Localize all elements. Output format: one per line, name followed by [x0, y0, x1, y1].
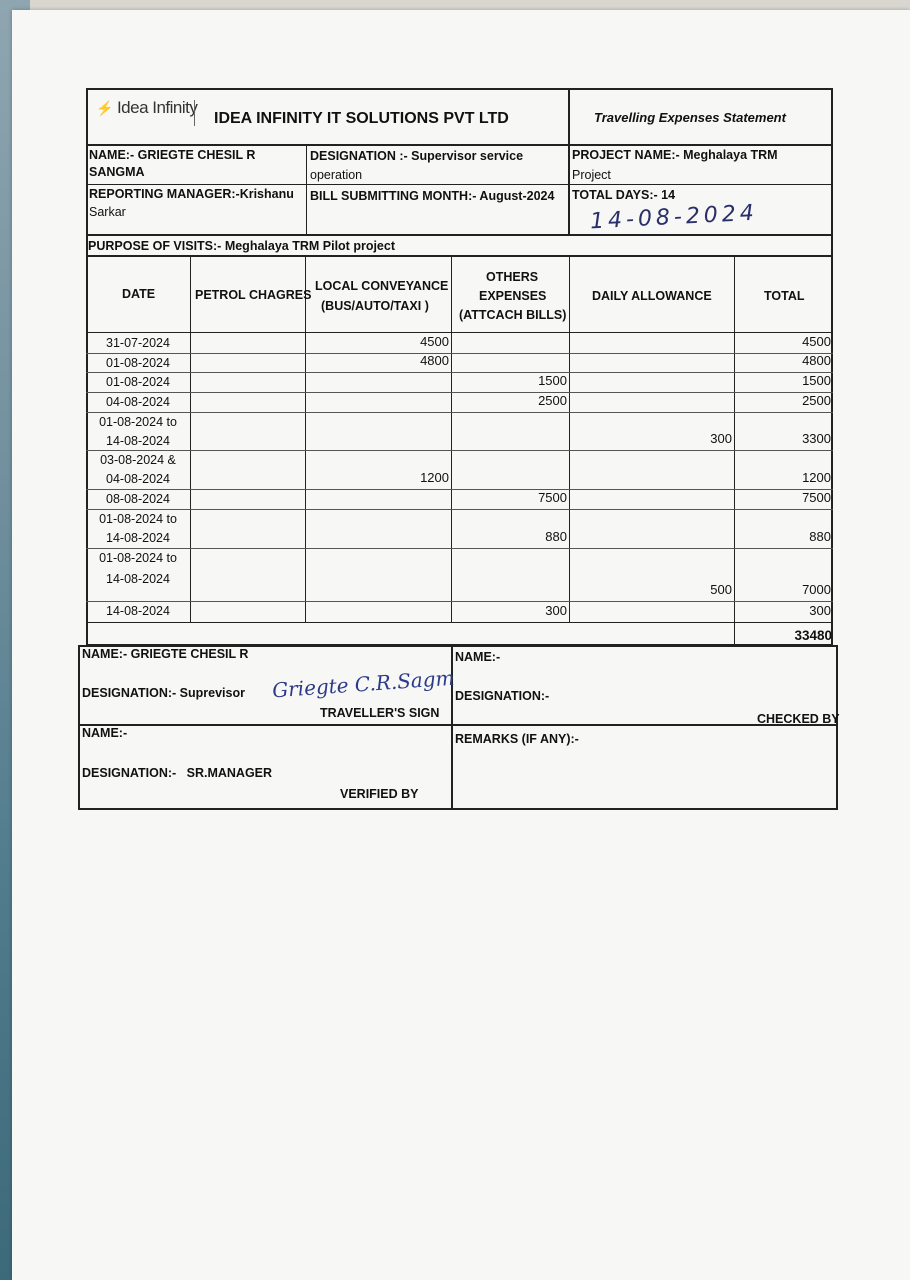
- traveller-name: NAME:- GRIEGTE CHESIL R: [82, 647, 249, 661]
- row-others: 880: [545, 529, 567, 544]
- project-name: PROJECT NAME:- Meghalaya TRM: [572, 148, 778, 162]
- row-date: 01-08-2024 to: [99, 415, 177, 429]
- row-divider: [86, 548, 833, 549]
- footer-box: [78, 645, 838, 810]
- row-others: 2500: [538, 393, 567, 408]
- col-total: TOTAL: [764, 289, 805, 303]
- verifier-designation: DESIGNATION:- SR.MANAGER: [82, 766, 273, 780]
- row-divider: [86, 353, 833, 354]
- company-logo: ⚡ Idea Infinity: [96, 98, 198, 117]
- row-daily: 300: [710, 431, 732, 446]
- company-name: IDEA INFINITY IT SOLUTIONS PVT LTD: [214, 110, 509, 127]
- handwritten-date: 14-08-2024: [589, 200, 759, 235]
- verifier-name: NAME:-: [82, 726, 128, 740]
- row-date: 01-08-2024: [106, 375, 170, 389]
- reporting-manager: REPORTING MANAGER:-Krishanu: [89, 187, 294, 201]
- checker-designation: DESIGNATION:-: [455, 689, 550, 703]
- row-total: 4800: [802, 353, 831, 368]
- row-date: 01-08-2024 to: [99, 512, 177, 526]
- row-total: 1500: [802, 373, 831, 388]
- col-others: OTHERS: [486, 270, 539, 284]
- doc-title: Travelling Expenses Statement: [594, 110, 786, 125]
- row-total: 7500: [802, 490, 831, 505]
- checker-name: NAME:-: [455, 650, 501, 664]
- row-date: 01-08-2024 to: [99, 551, 177, 565]
- row-date: 03-08-2024 &: [100, 453, 176, 467]
- col-others-sub: EXPENSES: [479, 289, 547, 303]
- row-total: 7000: [802, 582, 831, 597]
- row-local: 4500: [420, 334, 449, 349]
- traveller-sign-label: TRAVELLER'S SIGN: [320, 706, 440, 720]
- row-total: 3300: [802, 431, 831, 446]
- row-divider: [86, 412, 833, 413]
- col-petrol: PETROL CHAGRES: [195, 288, 312, 302]
- purpose-of-visit: PURPOSE OF VISITS:- Meghalaya TRM Pilot project: [88, 239, 395, 253]
- designation-cont: operation: [310, 168, 363, 182]
- row-date: 14-08-2024: [106, 604, 170, 618]
- row-local: 1200: [420, 470, 449, 485]
- col-date: DATE: [122, 287, 156, 301]
- col-others-sub2: (ATTCACH BILLS): [459, 308, 567, 322]
- row-divider: [86, 601, 833, 602]
- bill-month: BILL SUBMITTING MONTH:- August-2024: [310, 189, 555, 203]
- verified-by-label: VERIFIED BY: [340, 787, 419, 801]
- traveller-signature: Griegte C.R.Sagm: [271, 665, 456, 703]
- col-local-sub: (BUS/AUTO/TAXI ): [321, 299, 429, 313]
- project-name-cont: Project: [572, 168, 611, 182]
- row-date-end: 04-08-2024: [106, 472, 170, 486]
- col-daily: DAILY ALLOWANCE: [592, 289, 712, 303]
- row-date: 01-08-2024: [106, 356, 170, 370]
- row-total: 880: [809, 529, 831, 544]
- row-total: 300: [809, 603, 831, 618]
- row-total: 4500: [802, 334, 831, 349]
- row-date-end: 14-08-2024: [106, 434, 170, 448]
- row-date-end: 14-08-2024: [106, 572, 170, 586]
- row-date: 31-07-2024: [106, 336, 170, 350]
- row-total: 1200: [802, 470, 831, 485]
- row-others: 7500: [538, 490, 567, 505]
- total-days: TOTAL DAYS:- 14: [572, 188, 676, 202]
- row-divider: [86, 450, 833, 451]
- row-others: 300: [545, 603, 567, 618]
- checked-by-label: CHECKED BY: [757, 712, 840, 726]
- row-local: 4800: [420, 353, 449, 368]
- row-daily: 500: [710, 582, 732, 597]
- grand-total: 33480: [794, 628, 832, 643]
- traveller-designation: DESIGNATION:- Suprevisor: [82, 686, 245, 700]
- row-others: 1500: [538, 373, 567, 388]
- row-date: 08-08-2024: [106, 492, 170, 506]
- row-total: 2500: [802, 393, 831, 408]
- logo-icon: ⚡: [96, 100, 113, 116]
- remarks: REMARKS (IF ANY):-: [455, 732, 579, 746]
- row-date: 04-08-2024: [106, 395, 170, 409]
- employee-name: NAME:- GRIEGTE CHESIL R: [89, 148, 256, 162]
- reporting-manager-cont: Sarkar: [89, 205, 126, 219]
- row-date-end: 14-08-2024: [106, 531, 170, 545]
- designation: DESIGNATION :- Supervisor service: [310, 149, 524, 163]
- col-local: LOCAL CONVEYANCE: [315, 279, 449, 293]
- employee-name-cont: SANGMA: [89, 165, 145, 179]
- row-divider: [86, 509, 833, 510]
